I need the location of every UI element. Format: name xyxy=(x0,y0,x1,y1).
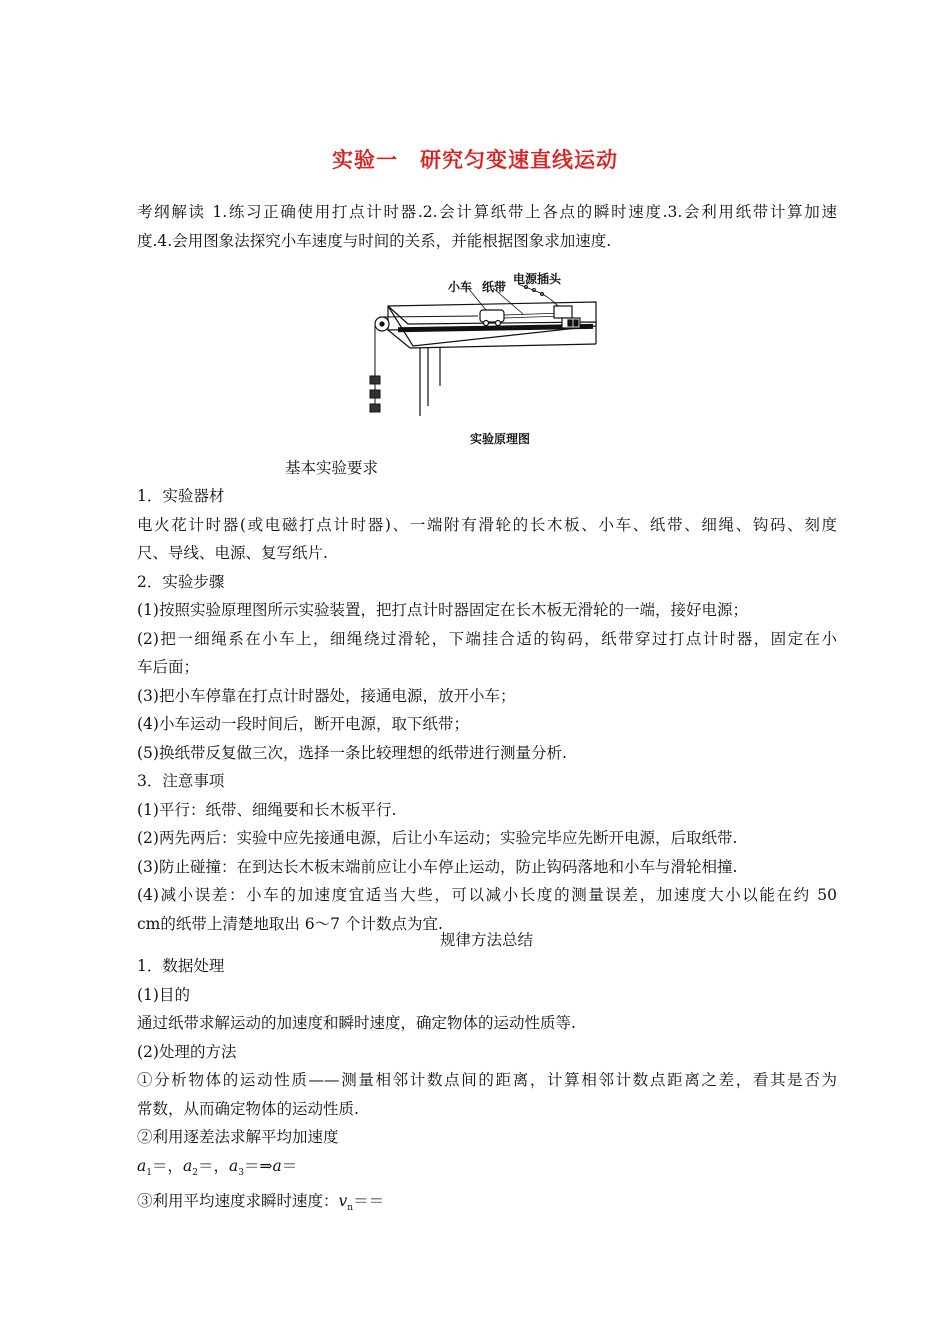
text-line: (3)防止碰撞：在到达长木板末端前应让小车停止运动，防止钩码落地和小车与滑轮相撞. xyxy=(137,857,738,876)
text-line: 常数，从而确定物体的运动性质. xyxy=(137,1099,359,1118)
text-line: 1．数据处理 xyxy=(137,957,225,975)
text-line: (2)处理的方法 xyxy=(137,1042,237,1061)
figure-caption: 实验原理图 xyxy=(470,432,531,446)
section-heading-basic-requirements: 基本实验要求 xyxy=(285,459,379,477)
text-line: (1)目的 xyxy=(137,985,190,1004)
pulley xyxy=(375,317,389,331)
label-cart: 小车 xyxy=(448,280,473,294)
text-line: 2．实验步骤 xyxy=(137,572,225,591)
text-line: (1)平行：纸带、细绳要和长木板平行. xyxy=(137,800,397,819)
method-summary-section xyxy=(137,952,837,1223)
text-line: 通过纸带求解运动的加速度和瞬时速度，确定物体的运动性质等. xyxy=(137,1014,576,1032)
text-line: 电火花计时器(或电磁打点计时器)、一端附有滑轮的长木板、小车、纸带、细绳、钩码、刻度 xyxy=(137,515,837,534)
section-heading-method-summary: 规律方法总结 xyxy=(440,931,534,949)
text-line: (2)把一细绳系在小车上，细绳绕过滑轮，下端挂合适的钩码，纸带穿过打点计时器，固定在小 xyxy=(137,629,837,648)
basic-requirements-section xyxy=(137,482,837,938)
text-line: (2)两先两后：实验中应先接通电源，后让小车运动；实验完毕应先断开电源，后取纸带. xyxy=(137,829,738,847)
text-line: cm的纸带上清楚地取出 6～7 个计数点为宜. xyxy=(137,914,443,933)
label-power-plug: 电源插头 xyxy=(513,272,562,286)
text-line: (4)减小误差：小车的加速度宜适当大些，可以减小长度的测量误差，加速度大小以能在约 50 xyxy=(137,886,837,904)
page-title: 实验一 研究匀变速直线运动 xyxy=(332,148,618,172)
intro-line-2: 度.4.会用图象法探究小车速度与时间的关系，并能根据图象求加速度. xyxy=(137,231,612,250)
text-line: 尺、导线、电源、复写纸片. xyxy=(137,544,328,562)
text-line: ①分析物体的运动性质——测量相邻计数点间的距离，计算相邻计数点距离之差，看其是否为 xyxy=(137,1071,837,1089)
text-line: 3．注意事项 xyxy=(137,772,225,790)
intro-paragraph xyxy=(137,198,837,255)
text-line: 车后面； xyxy=(137,658,200,676)
text-line: (1)按照实验原理图所示实验装置，把打点计时器固定在长木板无滑轮的一端，接好电源； xyxy=(137,601,748,619)
formula-acceleration: $a_1=$，$a_2=$，$a_3=\Rightarrow a=$ xyxy=(137,1156,298,1178)
text-line: (3)把小车停靠在打点计时器处，接通电源，放开小车； xyxy=(137,686,516,705)
text-line: ②利用逐差法求解平均加速度 xyxy=(137,1128,339,1146)
text-line: (4)小车运动一段时间后，断开电源，取下纸带； xyxy=(137,715,469,733)
intro-line-1: 考纲解读 1.练习正确使用打点计时器.2.会计算纸带上各点的瞬时速度.3.会利用纸带计算加速 xyxy=(137,203,837,221)
text-line: 1．实验器材 xyxy=(137,487,225,505)
formula-instant-velocity: ③利用平均速度求瞬时速度：$v_n==$ xyxy=(137,1192,385,1214)
label-paper-tape: 纸带 xyxy=(482,280,507,294)
text-line: (5)换纸带反复做三次，选择一条比较理想的纸带进行测量分析. xyxy=(137,743,567,762)
